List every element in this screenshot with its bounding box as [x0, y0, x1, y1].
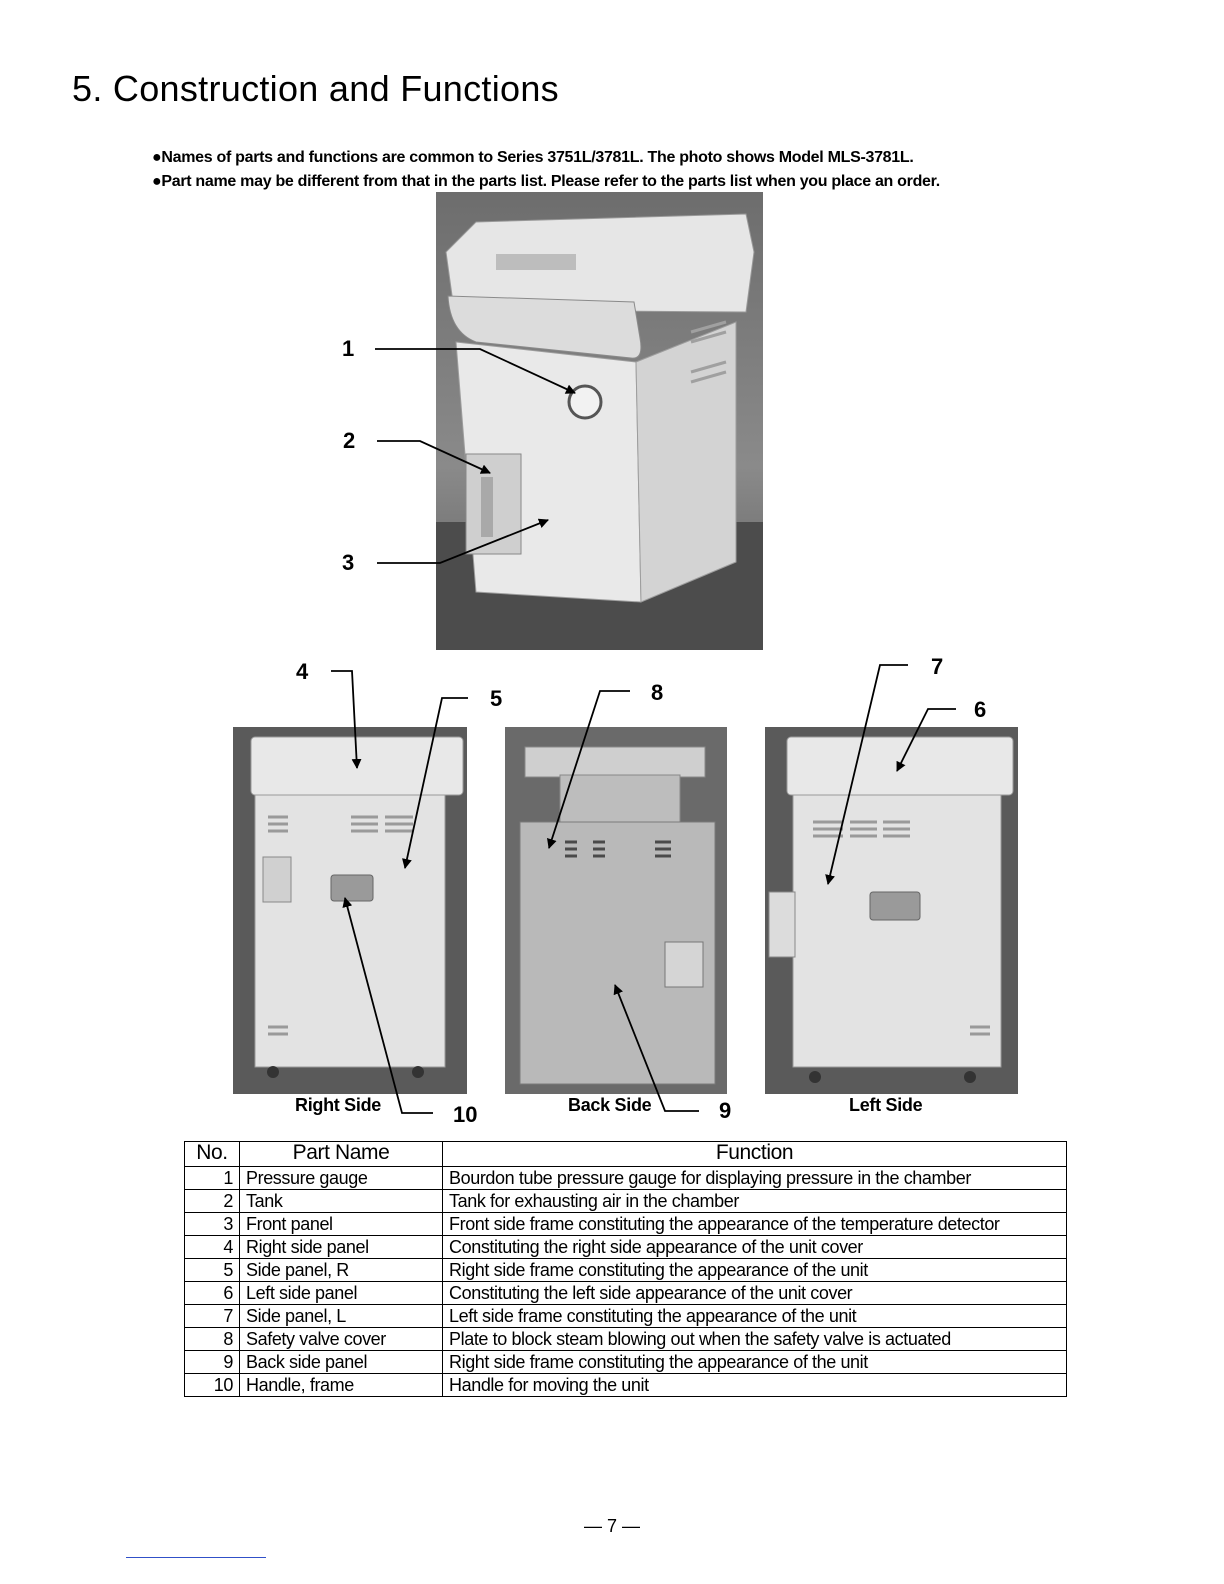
note-parts-list: ●Part name may be different from that in the parts list. Please refer to the parts list when you place an order. [152, 173, 940, 190]
row-part-name: Safety valve cover [240, 1328, 443, 1351]
table-row [185, 1374, 1067, 1397]
parts-table [184, 1141, 1067, 1397]
callout-2: 2 [343, 428, 356, 453]
table-row [185, 1282, 1067, 1305]
callout-4: 4 [296, 659, 309, 684]
row-no: 7 [185, 1305, 240, 1328]
row-function: Handle for moving the unit [443, 1374, 1067, 1397]
table-row [185, 1305, 1067, 1328]
table-row [185, 1213, 1067, 1236]
leader-9 [615, 985, 699, 1111]
row-part-name: Front panel [240, 1213, 443, 1236]
row-no: 2 [185, 1190, 240, 1213]
row-no: 8 [185, 1328, 240, 1351]
row-no: 10 [185, 1374, 240, 1397]
row-part-name: Side panel, L [240, 1305, 443, 1328]
callout-10: 10 [453, 1102, 478, 1127]
row-part-name: Side panel, R [240, 1259, 443, 1282]
callout-8: 8 [651, 680, 664, 705]
table-row [185, 1328, 1067, 1351]
callout-9: 9 [719, 1098, 732, 1123]
leader-2 [377, 441, 490, 473]
row-no: 1 [185, 1167, 240, 1190]
row-part-name: Right side panel [240, 1236, 443, 1259]
note-common-series: ●Names of parts and functions are common to Series 3751L/3781L. The photo shows Model MLS-3781L. [152, 149, 914, 166]
header-part-name: Part Name [240, 1142, 443, 1167]
row-part-name: Left side panel [240, 1282, 443, 1305]
table-row [185, 1259, 1067, 1282]
leader-1 [375, 349, 575, 393]
row-no: 9 [185, 1351, 240, 1374]
row-function: Bourdon tube pressure gauge for displaying pressure in the chamber [443, 1167, 1067, 1190]
callout-7: 7 [931, 654, 944, 679]
callout-5: 5 [490, 686, 503, 711]
caption-right-side: Right Side [295, 1095, 381, 1115]
row-part-name: Tank [240, 1190, 443, 1213]
row-part-name: Pressure gauge [240, 1167, 443, 1190]
caption-left-side: Left Side [849, 1095, 923, 1115]
row-function: Constituting the right side appearance of the unit cover [443, 1236, 1067, 1259]
row-no: 5 [185, 1259, 240, 1282]
table-row [185, 1351, 1067, 1374]
header-function: Function [443, 1142, 1067, 1167]
leader-7 [828, 665, 908, 884]
row-function: Left side frame constituting the appearance of the unit [443, 1305, 1067, 1328]
row-function: Tank for exhausting air in the chamber [443, 1190, 1067, 1213]
leader-8 [549, 691, 630, 848]
row-part-name: Handle, frame [240, 1374, 443, 1397]
leader-5 [405, 698, 468, 868]
table-row [185, 1236, 1067, 1259]
row-function: Plate to block steam blowing out when the safety valve is actuated [443, 1328, 1067, 1351]
row-part-name: Back side panel [240, 1351, 443, 1374]
leader-3 [377, 520, 548, 563]
row-function: Right side frame constituting the appearance of the unit [443, 1259, 1067, 1282]
callout-1: 1 [342, 336, 355, 361]
caption-back-side: Back Side [568, 1095, 652, 1115]
header-no: No. [185, 1142, 240, 1167]
callout-3: 3 [342, 550, 355, 575]
table-header-row [185, 1142, 1067, 1167]
page-number: — 7 — [583, 1516, 640, 1536]
row-function: Right side frame constituting the appearance of the unit [443, 1351, 1067, 1374]
leader-4 [331, 671, 357, 768]
table-row [185, 1167, 1067, 1190]
row-no: 6 [185, 1282, 240, 1305]
page-title: 5. Construction and Functions [72, 68, 559, 109]
callout-6: 6 [974, 697, 987, 722]
table-row [185, 1190, 1067, 1213]
leader-6 [897, 709, 956, 771]
leader-10 [345, 898, 433, 1113]
row-function: Front side frame constituting the appearance of the temperature detector [443, 1213, 1067, 1236]
row-no: 4 [185, 1236, 240, 1259]
row-function: Constituting the left side appearance of the unit cover [443, 1282, 1067, 1305]
row-no: 3 [185, 1213, 240, 1236]
footer-link-line [126, 1557, 266, 1558]
